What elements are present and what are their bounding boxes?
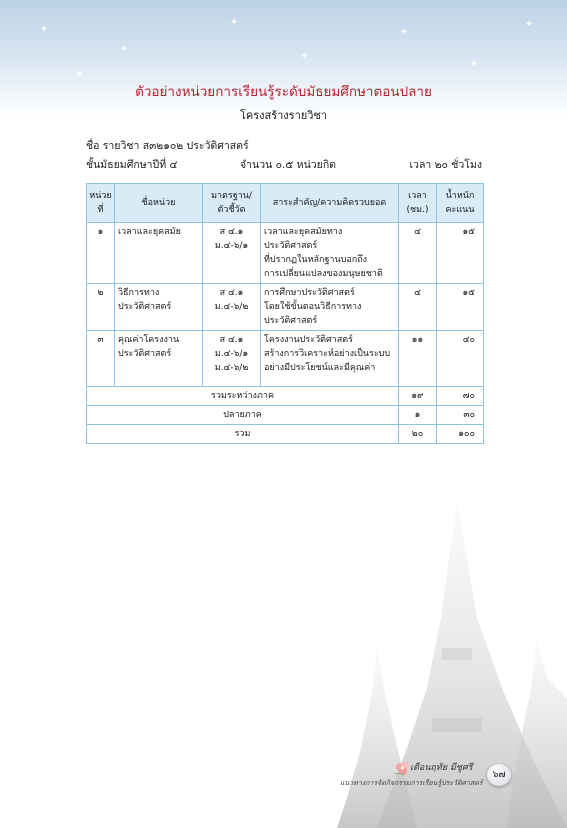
sparkle-icon: ✦ xyxy=(230,17,239,28)
unit-standard: ส ๔.๑ ม.๔-๖/๑ ม.๔-๖/๒ xyxy=(203,331,261,387)
summary-score: ๓๐ xyxy=(437,406,484,425)
col-header-unit-name: ชื่อหน่วย xyxy=(115,184,203,223)
col-header-standard: มาตรฐาน/ ตัวชี้วัด xyxy=(203,184,261,223)
col-header-content: สาระสำคัญ/ความคิดรวบยอด xyxy=(261,184,399,223)
unit-score: ๑๕ xyxy=(437,223,484,284)
unit-no: ๑ xyxy=(87,223,115,284)
sparkle-icon: ✦ xyxy=(400,27,409,38)
course-credits: จำนวน ๐.๕ หน่วยกิต xyxy=(240,159,336,171)
page-number: ๖๗ xyxy=(487,764,511,786)
summary-label: ปลายภาค xyxy=(87,406,399,425)
course-hours: เวลา ๒๐ ชั่วโมง xyxy=(409,159,482,171)
page-subtitle: โครงสร้างรายวิชา xyxy=(239,109,328,122)
summary-row xyxy=(87,425,484,444)
footer-signature: เตือนฤทัย มีชูศรี xyxy=(410,763,473,773)
sparkle-icon: ✦ xyxy=(525,19,534,30)
col-header-score: น้ำหนัก คะแนน xyxy=(437,184,484,223)
table-header-row xyxy=(87,184,484,223)
unit-hours: ๔ xyxy=(399,284,437,331)
summary-label: รวม xyxy=(87,425,399,444)
sparkle-icon: ✦ xyxy=(40,24,49,35)
page-title: ตัวอย่างหน่วยการเรียนรู้ระดับมัธยมศึกษาตอนปลาย xyxy=(135,84,432,100)
sparkle-icon: ✦ xyxy=(120,44,129,55)
summary-hours: ๒๐ xyxy=(399,425,437,444)
course-name: ชื่อ รายวิชา ส๓๒๑๐๒ ประวัติศาสตร์ xyxy=(86,140,249,152)
unit-hours: ๑๑ xyxy=(399,331,437,387)
unit-no: ๓ xyxy=(87,331,115,387)
summary-score: ๗๐ xyxy=(437,387,484,406)
col-header-hours: เวลา (ชม.) xyxy=(399,184,437,223)
summary-row xyxy=(87,406,484,425)
unit-standard: ส ๔.๑ ม.๔-๖/๒ xyxy=(203,284,261,331)
unit-structure-table xyxy=(86,183,484,444)
table-row xyxy=(87,223,484,284)
unit-name: คุณค่าโครงงาน ประวัติศาสตร์ xyxy=(115,331,203,387)
unit-score: ๑๕ xyxy=(437,284,484,331)
unit-hours: ๔ xyxy=(399,223,437,284)
course-info-line xyxy=(86,156,482,170)
summary-hours: ๑๙ xyxy=(399,387,437,406)
summary-label: รวมระหว่างภาค xyxy=(87,387,399,406)
table-row xyxy=(87,331,484,387)
unit-name: เวลาและยุคสมัย xyxy=(115,223,203,284)
sparkle-icon: ✦ xyxy=(75,69,84,80)
header-sky-background xyxy=(0,0,567,120)
unit-content: การศึกษาประวัติศาสตร์ โดยใช้ขั้นตอนวิธีการทางประวัติศาสตร์ xyxy=(261,284,399,331)
col-header-unit-no: หน่วย ที่ xyxy=(87,184,115,223)
summary-hours: ๑ xyxy=(399,406,437,425)
course-level: ชั้นมัธยมศึกษาปีที่ ๔ xyxy=(86,159,178,171)
unit-score: ๔๐ xyxy=(437,331,484,387)
unit-standard: ส ๔.๑ ม.๔-๖/๑ xyxy=(203,223,261,284)
sparkle-icon: ✦ xyxy=(300,51,309,62)
summary-row xyxy=(87,387,484,406)
table-row xyxy=(87,284,484,331)
summary-score: ๑๐๐ xyxy=(437,425,484,444)
unit-no: ๒ xyxy=(87,284,115,331)
unit-name: วิธีการทาง ประวัติศาสตร์ xyxy=(115,284,203,331)
unit-content: เวลาและยุคสมัยทางประวัติศาสตร์ ที่ปรากฏในหลักฐานบอกถึง การเปลี่ยนแปลงของมนุษยชาติ xyxy=(261,223,399,284)
unit-content: โครงงานประวัติศาสตร์ สร้างการวิเคราะห์อย่างเป็นระบบ อย่างมีประโยชน์และมีคุณค่า xyxy=(261,331,399,387)
sparkle-icon: ✦ xyxy=(470,59,479,70)
footer-book-title: แนวทางการจัดกิจกรรมการเรียนรู้ประวัติศาสตร์ xyxy=(340,779,483,787)
